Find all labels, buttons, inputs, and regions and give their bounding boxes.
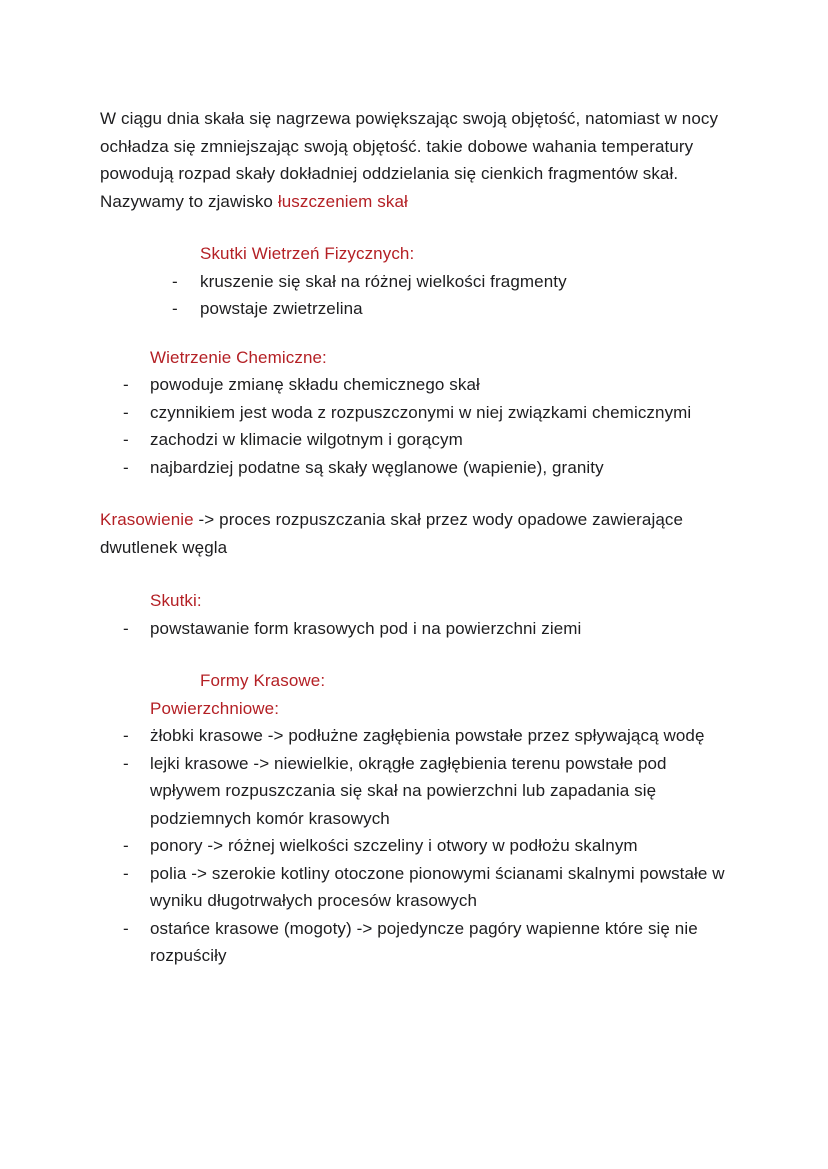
term-luszczenie-skal: łuszczeniem skał (277, 191, 408, 211)
bullet-dash: - (123, 836, 129, 855)
list-item-text: kruszenie się skał na różnej wielkości fragmenty (200, 271, 567, 291)
term-krasowienie: Krasowienie (100, 510, 194, 529)
list-item-text: powstaje zwietrzelina (200, 299, 363, 318)
list-item-text: ponory -> różnej wielkości szczeliny i otwory w podłożu skalnym (150, 836, 638, 855)
list-item (123, 399, 828, 427)
bullet-dash: - (123, 726, 129, 745)
bullet-dash: - (123, 402, 129, 422)
list-item (123, 454, 828, 482)
bullet-dash: - (123, 753, 129, 773)
section-chemical-weathering (0, 344, 828, 482)
intro-line-2: ochładza się zmniejszając swoją objętość. takie dobowe wahania temperatury (100, 136, 694, 156)
intro-line-1: W ciągu dnia skała się nagrzewa powiększając swoją objętość, natomiast w nocy (100, 109, 719, 128)
list-item-text: ostańce krasowe (mogoty) -> pojedyncze pagóry wapienne które się nie rozpuściły (150, 918, 698, 965)
karst-effects-heading: Skutki: (150, 591, 202, 610)
list-item (123, 915, 828, 970)
bullet-dash: - (172, 299, 178, 318)
karst-definition-line-1 (100, 506, 828, 534)
list-item-text: powoduje zmianę składu chemicznego skał (150, 375, 480, 394)
list-item-text: powstawanie form krasowych pod i na powierzchni ziemi (150, 618, 582, 638)
bullet-dash: - (172, 271, 178, 291)
bullet-dash: - (123, 918, 129, 938)
bullet-dash: - (123, 863, 129, 883)
list-item (123, 722, 828, 750)
list-item (172, 295, 828, 323)
physical-effects-heading: Skutki Wietrzeń Fizycznych: (200, 244, 415, 263)
list-item (172, 268, 828, 296)
section-karst-forms (0, 667, 828, 970)
list-item (123, 371, 828, 399)
list-item-text: zachodzi w klimacie wilgotnym i gorącym (150, 430, 463, 449)
section-physical-weathering-effects (0, 240, 828, 323)
list-item (123, 426, 828, 454)
list-item-text: najbardziej podatne są skały węglanowe (wapienie), granity (150, 457, 604, 477)
list-item (123, 615, 828, 643)
bullet-dash: - (123, 618, 129, 638)
list-item-text: lejki krasowe -> niewielkie, okrągłe zagłębienia terenu powstałe pod wpływem rozpuszczania się skał na powierzchni lub zapadania się podziemnych komór krasowych (150, 753, 667, 828)
list-item (123, 860, 828, 915)
intro-line-3: powodują rozpad skały dokładniej oddzielania się cienkich fragmentów skał. (100, 164, 679, 183)
list-item-text: żłobki krasowe -> podłużne zagłębienia powstałe przez spływającą wodę (150, 726, 705, 745)
intro-paragraph (100, 105, 828, 215)
bullet-dash: - (123, 457, 129, 477)
list-item-text: polia -> szerokie kotliny otoczone pionowymi ścianami skalnymi powstałe w wyniku długotrwałych procesów krasowych (150, 863, 725, 910)
chemical-weathering-heading: Wietrzenie Chemiczne: (150, 347, 327, 367)
list-item-text: czynnikiem jest woda z rozpuszczonymi w niej związkami chemicznymi (150, 402, 692, 422)
intro-line-4 (100, 188, 828, 216)
karst-definition-line-2: dwutlenek węgla (100, 537, 228, 557)
bullet-dash: - (123, 430, 129, 449)
karst-forms-subheading-surface: Powierzchniowe: (150, 698, 280, 718)
intro-line-4-lead: Nazywamy to zjawisko (100, 191, 278, 211)
bullet-dash: - (123, 375, 129, 394)
karst-definition-text: -> proces rozpuszczania skał przez wody opadowe zawierające (193, 510, 684, 529)
karst-forms-heading: Formy Krasowe: (200, 671, 326, 690)
list-item (123, 832, 828, 860)
section-karst-effects (0, 587, 828, 642)
karst-definition (100, 506, 828, 561)
list-item (123, 750, 828, 833)
